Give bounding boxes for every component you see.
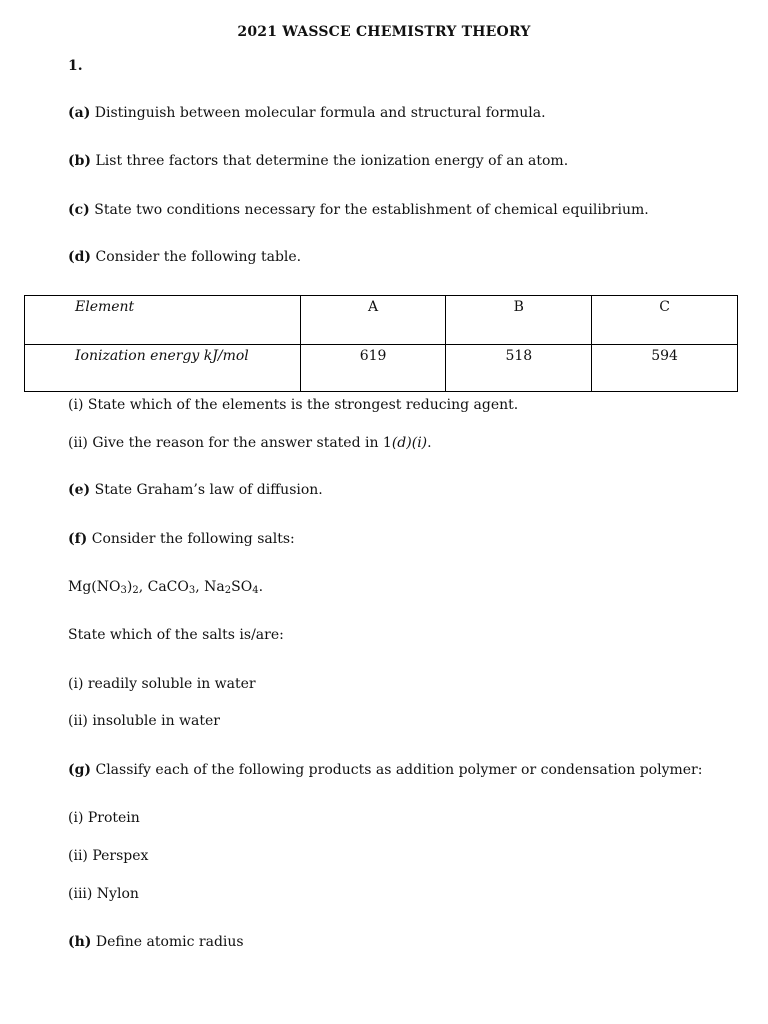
table-header-c: C: [592, 296, 738, 345]
table-header-a: A: [300, 296, 446, 345]
page-title: 2021 WASSCE CHEMISTRY THEORY: [237, 24, 531, 40]
question-d-ii-text: (ii) Give the reason for the answer stated in 1: [68, 435, 392, 451]
question-h-text: Define atomic radius: [91, 934, 244, 950]
question-c-label: (c): [68, 202, 90, 218]
table-cell-c: 594: [592, 345, 738, 392]
question-d-ii-ref: (d)(i): [391, 435, 428, 451]
question-f-text: Consider the following salts:: [87, 531, 295, 547]
salt-part: Mg(NO: [68, 579, 121, 595]
question-e-text: State Graham’s law of diffusion.: [90, 482, 323, 498]
salt-sub: 4: [252, 585, 259, 596]
salt-sub: 3: [120, 585, 127, 596]
question-d: [68, 248, 301, 266]
question-b: [68, 152, 568, 170]
table-header-element: Element: [25, 296, 301, 345]
question-h: [68, 933, 244, 951]
table-header-b: B: [446, 296, 592, 345]
question-a-label: (a): [68, 105, 91, 121]
table-row: [25, 296, 738, 345]
question-g-ii: (ii) Perspex: [68, 848, 149, 864]
table-cell-a: 619: [300, 345, 446, 392]
salt-sub: 2: [132, 585, 139, 596]
salt-part: , CaCO: [138, 579, 189, 595]
question-e-label: (e): [68, 482, 91, 498]
question-b-text: List three factors that determine the ionization energy of an atom.: [91, 153, 569, 169]
salt-part: .: [258, 579, 264, 595]
question-g-iii: (iii) Nylon: [68, 886, 139, 902]
question-d-i: (i) State which of the elements is the strongest reducing agent.: [68, 397, 519, 413]
salt-part: , Na: [195, 579, 225, 595]
question-d-ii-end: .: [427, 435, 432, 451]
ionization-energy-table: [24, 295, 738, 392]
question-a-text: Distinguish between molecular formula and structural formula.: [90, 105, 546, 121]
table-cell-b: 518: [446, 345, 592, 392]
question-e: [68, 481, 323, 499]
question-a: [68, 104, 546, 122]
question-number: [68, 57, 83, 75]
question-h-label: (h): [68, 934, 92, 950]
question-g-i: (i) Protein: [68, 810, 140, 826]
salt-part: ): [126, 579, 133, 595]
salts-formulas: [68, 578, 263, 596]
question-f-i: (i) readily soluble in water: [68, 676, 256, 692]
question-f-prompt: State which of the salts is/are:: [68, 627, 284, 643]
question-c: [68, 201, 649, 219]
table-row: [25, 345, 738, 392]
question-f-ii: (ii) insoluble in water: [68, 713, 220, 729]
question-number-label: 1.: [68, 58, 83, 74]
question-f: [68, 530, 295, 548]
salt-sub: 3: [188, 585, 196, 596]
question-d-text: Consider the following table.: [91, 249, 302, 265]
table-cell-ionization-label: Ionization energy kJ/mol: [25, 345, 301, 392]
question-c-text: State two conditions necessary for the establishment of chemical equilibrium.: [89, 202, 649, 218]
question-g-text: Classify each of the following products as addition polymer or condensation polymer:: [91, 762, 703, 778]
question-b-label: (b): [68, 153, 92, 169]
question-d-label: (d): [68, 249, 92, 265]
question-g: [68, 761, 702, 779]
question-f-label: (f): [68, 531, 88, 547]
question-g-label: (g): [68, 762, 92, 778]
salt-part: SO: [231, 579, 253, 595]
question-d-ii: [68, 434, 432, 452]
salt-sub: 2: [224, 585, 232, 596]
